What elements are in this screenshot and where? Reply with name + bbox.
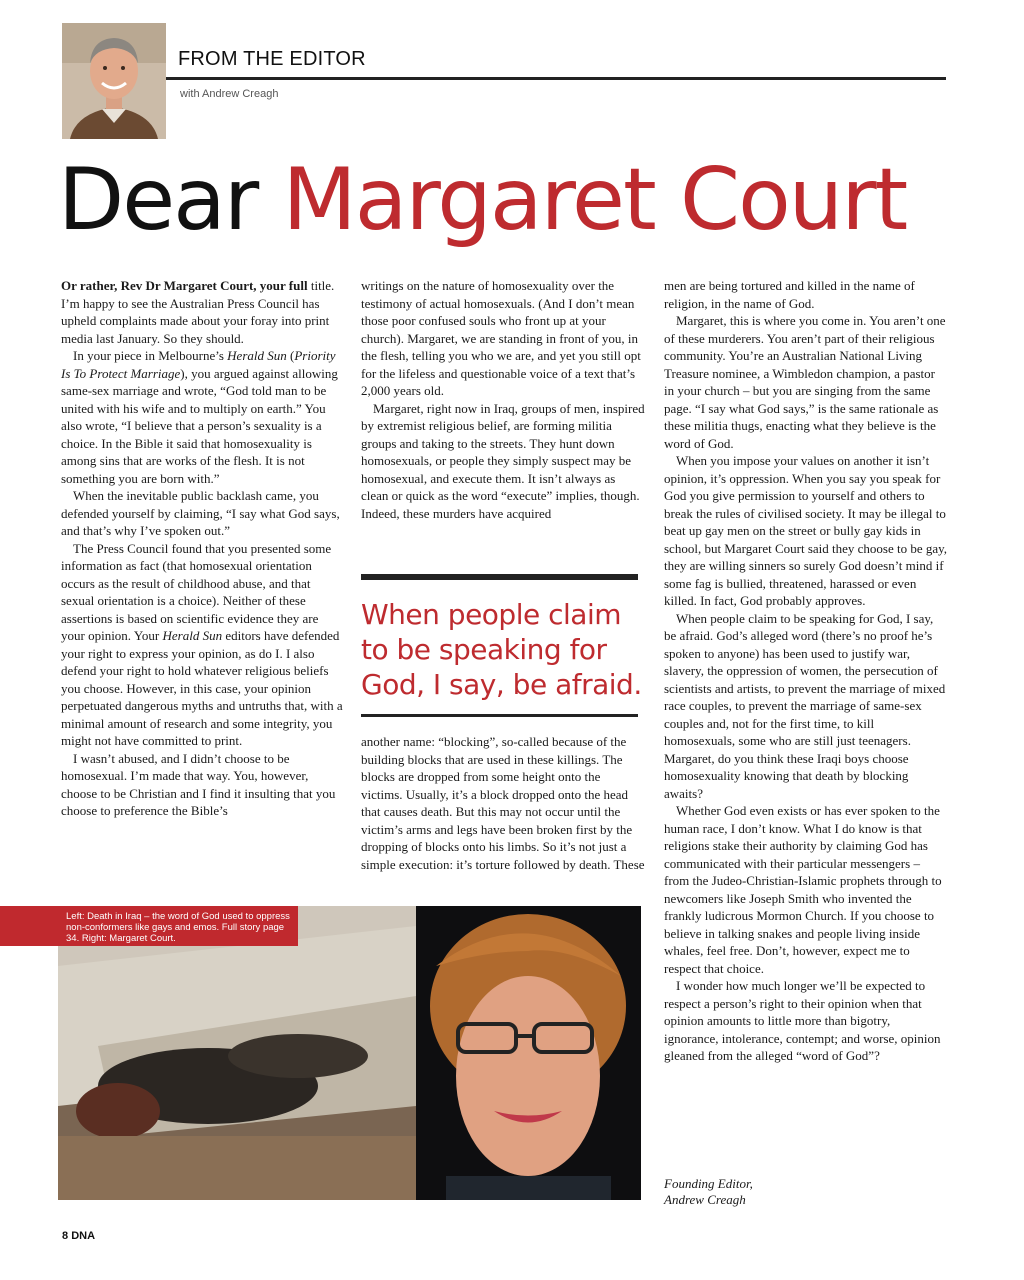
editor-photo bbox=[62, 23, 166, 139]
article-column-2-top bbox=[361, 277, 645, 522]
headline-name: Margaret Court bbox=[282, 150, 907, 250]
header-rule bbox=[166, 77, 946, 80]
pull-quote: When people claim to be speaking for God, I say, be afraid. bbox=[361, 598, 642, 701]
page-number: 8 bbox=[62, 1230, 69, 1242]
paragraph: I wonder how much longer we’ll be expected to respect a person’s right to their opinion when that opinion amounts to little more than bigotry, ignorance, intolerance, contempt; and worse, opinion gleaned from the alleged “word of God”? bbox=[664, 978, 941, 1063]
headline bbox=[58, 150, 906, 250]
paragraph: In your piece in Melbourne’s Herald Sun (Priority Is To Protect Marriage), you argued against allowing same-sex marriage and wrote, “God told man to be united with his wife and to multiply on earth.” You also wrote, “I believe that a person’s sexuality is a choice. In the Bible it said that homosexuality is among sins that are works of the flesh. It is not something you are born with.” bbox=[61, 348, 338, 486]
paragraph: Or rather, Rev Dr Margaret Court, your full title. I’m happy to see the Australian Press Council has upheld complaints made about your foray into print media last January. So they should. bbox=[61, 278, 335, 346]
pullquote-rule-top bbox=[361, 574, 638, 580]
page-folio bbox=[62, 1230, 95, 1242]
paragraph: The Press Council found that you presented some information as fact (that homosexual orientation occurs as the result of childhood abuse, and that sexual orientation is a choice). Neither of these assertions is based on scientific evidence they are your opinion. Your Herald Sun editors have defended your right to express your opinion, as do I. I also defend your right to hold whatever religious beliefs you choose. However, in this case, your opinion perpetuated dangerous myths and untruths that, with a minimal amount of research and some integrity, you might not have committed to print. bbox=[61, 540, 343, 748]
paragraph: When you impose your values on another it isn’t opinion, it’s oppression. When you say you speak for God you give permission to yourself and others to break the rules of civilised society. It may be illegal to beat up gay men on the street or bully gay kids in school, but Margaret Court said they choose to be gay, they are willing sinners so surely God doesn’t mind if some fag is bullied, threatened, harassed or even killed. In fact, God probably approves. bbox=[664, 453, 948, 608]
article-column-2-bottom bbox=[361, 733, 645, 873]
iraq-photo bbox=[58, 906, 416, 1200]
lead-in: Or rather, Rev Dr Margaret Court, your full bbox=[61, 278, 308, 293]
paragraph: When the inevitable public backlash came, you defended yourself by claiming, “I say what God says, and that’s why I’ve spoken out.” bbox=[61, 488, 340, 538]
margaret-court-photo bbox=[416, 906, 641, 1200]
signature-title: Founding Editor, bbox=[664, 1176, 753, 1191]
pullquote-rule-bottom bbox=[361, 714, 638, 717]
paragraph: Margaret, this is where you come in. You aren’t one of these murderers. You aren’t part of their religious community. You’re an Australian National Living Treasure nominee, a Wimbledon champion, a pastor in your church – but you are singing from the same page. “I say what God says,” is the same rationale as these militia thugs, enacting what they believe is the word of God. bbox=[664, 313, 946, 451]
byline: with Andrew Creagh bbox=[180, 88, 279, 100]
signature bbox=[664, 1176, 753, 1208]
paragraph: writings on the nature of homosexuality over the testimony of actual homosexuals. (And I don’t mean those poor confused souls who front up at your church). Margaret, we are standing in front of you, in the flesh, telling you who we are, and yet you still opt for the lifeless and questionable voice of a text that’s 2,000 years old. bbox=[361, 278, 641, 398]
headline-dear: Dear bbox=[58, 150, 258, 250]
section-label: FROM THE EDITOR bbox=[178, 48, 366, 70]
paragraph: another name: “blocking”, so-called because of the building blocks that are used in these killings. The blocks are dropped from some height onto the victims. Usually, it’s a block dropped onto the head that causes death. But this may not occur until the victim’s arms and legs have been broken first by the dropping of blocks onto his limbs. So it’s not just a simple execution: it’s torture followed by death. These bbox=[361, 734, 645, 872]
photo-caption: Left: Death in Iraq – the word of God used to oppress non-conformers like gays and emos. Full story page 34. Right: Margaret Court. bbox=[0, 906, 298, 946]
signature-name: Andrew Creagh bbox=[664, 1192, 746, 1207]
paragraph: Margaret, right now in Iraq, groups of men, inspired by extremist religious belief, are forming militia groups and taking to the streets. They hunt down homosexuals, or people they simply suspect may be homosexual, and execute them. It isn’t always as clean or quick as the word “execute” implies, though. Indeed, these murders have acquired bbox=[361, 400, 645, 521]
article-column-1 bbox=[61, 277, 345, 820]
paragraph: Whether God even exists or has ever spoken to the human race, I don’t know. What I do know is that religions stake their authority by claiming God has communicated with their particular messengers – from the Judeo-Christian-Islamic prophets through to newcomers like Joseph Smith who invented the frankly ludicrous Mormon Church. If you choose to believe in talking snakes and people living inside whales, feel free. Don’t, however, expect me to respect that choice. bbox=[664, 803, 942, 976]
paragraph: men are being tortured and killed in the name of religion, in the name of God. bbox=[664, 278, 915, 311]
article-column-3 bbox=[664, 277, 948, 1065]
paragraph: When people claim to be speaking for God, I say, be afraid. God’s alleged word (there’s no proof he’s spoken to anyone) has been used to justify war, slavery, the oppression of women, the persecution of scientists and artists, to prevent the marriage of mixed race couples, to prevent the marriage of same-sex couples and, not for the first time, to kill homosexuals, some who are still just teenagers. Margaret, do you think these Iraqi boys choose homosexuality knowing that death by blocking awaits? bbox=[664, 610, 946, 801]
magazine-name: DNA bbox=[71, 1230, 96, 1242]
paragraph: I wasn’t abused, and I didn’t choose to be homosexual. I’m made that way. You, however, choose to be Christian and I find it insulting that you choose to preference the Bible’s bbox=[61, 750, 336, 818]
